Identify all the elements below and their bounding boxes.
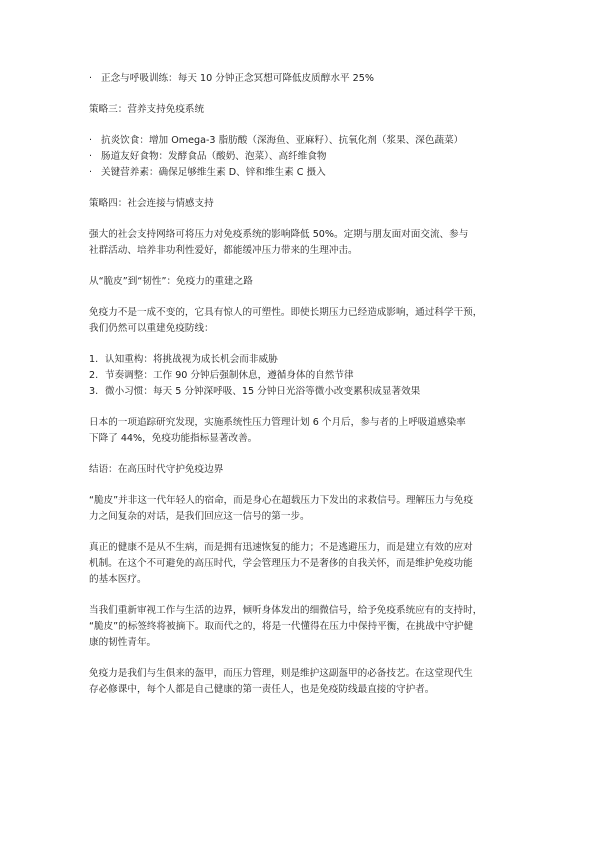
paragraph-line: 机制。在这个不可避免的高压时代，学会管理压力不是奢侈的自我关怀，而是维护免疫功能 [89, 558, 473, 569]
numbered-item [89, 368, 514, 384]
numbered-item [89, 384, 514, 400]
list-item-text: 正念与呼吸训练：每天 10 分钟正念冥想可降低皮质醇水平 25% [101, 73, 374, 84]
bullet-glyph: · [89, 73, 93, 84]
document-body [89, 71, 514, 698]
item-number: 3. [89, 386, 99, 397]
numbered-item-text: 认知重构：将挑战视为成长机会而非威胁 [105, 354, 278, 365]
section-heading-rebuild: 从“脆皮”到“韧性”：免疫力的重建之路 [89, 276, 253, 287]
list-item [89, 71, 514, 87]
paragraph-line: 社群活动、培养非功利性爱好，都能缓冲压力带来的生理冲击。 [89, 245, 358, 256]
paragraph-line: 我们仍然可以重建免疫防线： [89, 323, 214, 334]
list-item [89, 133, 514, 149]
paragraph-line: 免疫力是我们与生俱来的盔甲，而压力管理，则是维护这副盔甲的必备技艺。在这堂现代生 [89, 668, 473, 679]
section-heading-strategy-3: 策略三：营养支持免疫系统 [89, 104, 205, 115]
list-item-text: 关键营养素：确保足够维生素 D、锌和维生素 C 摄入 [101, 167, 326, 178]
list-item [89, 165, 514, 181]
paragraph-line: “脆皮”并非这一代年轻人的宿命，而是身心在超载压力下发出的求救信号。理解压力与免疫 [89, 495, 474, 506]
paragraph-line: 免疫力不是一成不变的，它具有惊人的可塑性。即使长期压力已经造成影响，通过科学干预， [89, 307, 483, 318]
section-heading-strategy-4: 策略四：社会连接与情感支持 [89, 198, 214, 209]
list-item-text: 抗炎饮食：增加 Omega-3 脂肪酸（深海鱼、亚麻籽）、抗氧化剂（浆果、深色蔬菜） [101, 135, 464, 146]
paragraph-line: 强大的社会支持网络可将压力对免疫系统的影响降低 50%。定期与朋友面对面交流、参与 [89, 229, 469, 240]
paragraph-line: 真正的健康不是从不生病，而是拥有迅速恢复的能力；不是逃避压力，而是建立有效的应对 [89, 542, 473, 553]
bullet-glyph: · [89, 151, 93, 162]
paragraph-line: 的基本医疗。 [89, 574, 147, 585]
numbered-item [89, 352, 514, 368]
bullet-glyph: · [89, 167, 93, 178]
numbered-item-text: 节奏调整：工作 90 分钟后强制休息，遵循身体的自然节律 [105, 370, 354, 381]
bullet-glyph: · [89, 135, 93, 146]
paragraph-line: 下降了 44%，免疫功能指标显著改善。 [89, 433, 258, 444]
list-item [89, 149, 514, 165]
paragraph-line: “脆皮”的标签终将被摘下。取而代之的，将是一代懂得在压力中保持平衡，在挑战中守护健 [89, 621, 474, 632]
paragraph-line: 日本的一项追踪研究发现，实施系统性压力管理计划 6 个月后，参与者的上呼吸道感染率 [89, 417, 466, 428]
paragraph-line: 康的韧性青年。 [89, 637, 157, 648]
paragraph-line: 当我们重新审视工作与生活的边界，倾听身体发出的细微信号，给予免疫系统应有的支持时， [89, 605, 483, 616]
item-number: 1. [89, 354, 99, 365]
item-number: 2. [89, 370, 99, 381]
paragraph-line: 存必修课中，每个人都是自己健康的第一责任人，也是免疫防线最直接的守护者。 [89, 684, 435, 695]
section-heading-conclusion: 结语：在高压时代守护免疫边界 [89, 464, 224, 475]
list-item-text: 肠道友好食物：发酵食品（酸奶、泡菜）、高纤维食物 [101, 151, 327, 162]
paragraph-line: 力之间复杂的对话，是我们回应这一信号的第一步。 [89, 511, 310, 522]
numbered-item-text: 微小习惯：每天 5 分钟深呼吸、15 分钟日光浴等微小改变累积成显著效果 [105, 386, 421, 397]
